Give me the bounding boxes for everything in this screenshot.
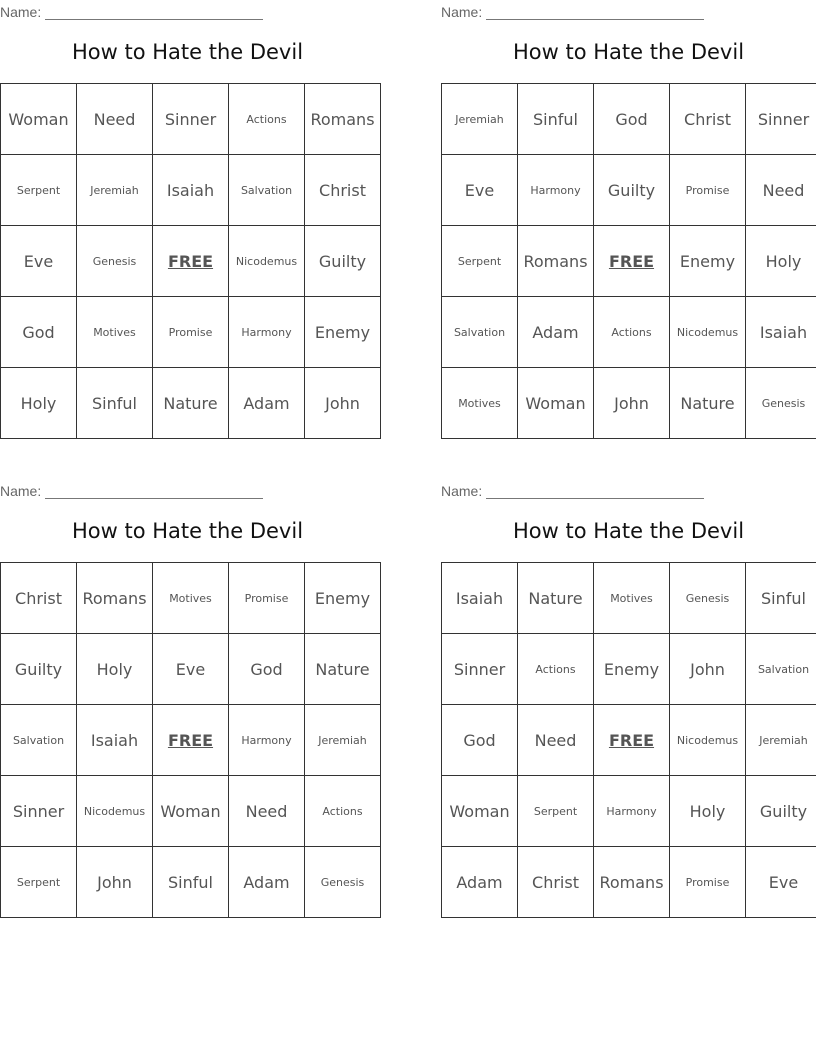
free-space: FREE: [594, 705, 670, 776]
bingo-cell: Salvation: [746, 634, 816, 705]
bingo-row: [442, 226, 816, 297]
bingo-cell: Adam: [442, 847, 518, 918]
bingo-cell: Genesis: [670, 563, 746, 634]
bingo-cell: Eve: [1, 226, 77, 297]
bingo-cell: Harmony: [229, 705, 305, 776]
bingo-cell: Woman: [442, 776, 518, 847]
bingo-cell: Enemy: [305, 297, 381, 368]
bingo-cell: Jeremiah: [746, 705, 816, 776]
name-line: [486, 5, 704, 20]
bingo-cell: Genesis: [746, 368, 816, 439]
bingo-cell: Enemy: [305, 563, 381, 634]
bingo-cell: Promise: [229, 563, 305, 634]
bingo-cell: Motives: [594, 563, 670, 634]
bingo-cell: Nicodemus: [77, 776, 153, 847]
bingo-card-1: [0, 0, 375, 440]
bingo-cell: Isaiah: [153, 155, 229, 226]
bingo-cell: Eve: [746, 847, 816, 918]
name-row: [0, 481, 263, 499]
name-label: Name:: [441, 483, 483, 499]
bingo-row: [442, 563, 816, 634]
bingo-cell: Christ: [670, 84, 746, 155]
bingo-row: [442, 776, 816, 847]
bingo-cell: Serpent: [1, 155, 77, 226]
bingo-cell: Motives: [442, 368, 518, 439]
bingo-cell: Nature: [153, 368, 229, 439]
name-line: [45, 484, 263, 499]
bingo-cell: Sinful: [77, 368, 153, 439]
name-row: [441, 481, 704, 499]
bingo-cell: Holy: [1, 368, 77, 439]
bingo-cell: Genesis: [305, 847, 381, 918]
bingo-cell: Serpent: [442, 226, 518, 297]
bingo-cell: Harmony: [229, 297, 305, 368]
bingo-cell: Jeremiah: [77, 155, 153, 226]
bingo-cell: God: [1, 297, 77, 368]
bingo-cell: Guilty: [305, 226, 381, 297]
bingo-row: [1, 705, 381, 776]
bingo-cell: Need: [746, 155, 816, 226]
bingo-row: [1, 155, 381, 226]
card-title: How to Hate the Devil: [512, 40, 745, 64]
bingo-row: [1, 847, 381, 918]
name-line: [45, 5, 263, 20]
bingo-cell: Promise: [670, 847, 746, 918]
bingo-cell: Romans: [77, 563, 153, 634]
bingo-row: [1, 84, 381, 155]
bingo-cell: Sinner: [153, 84, 229, 155]
bingo-cell: Christ: [1, 563, 77, 634]
bingo-cell: Harmony: [594, 776, 670, 847]
bingo-card-2: [441, 0, 816, 440]
bingo-cell: Isaiah: [442, 563, 518, 634]
bingo-cell: Woman: [518, 368, 594, 439]
bingo-row: [442, 368, 816, 439]
name-line: [486, 484, 704, 499]
bingo-cell: John: [77, 847, 153, 918]
bingo-cell: Nature: [670, 368, 746, 439]
bingo-cell: Nicodemus: [670, 705, 746, 776]
bingo-cell: Motives: [77, 297, 153, 368]
bingo-cell: Need: [229, 776, 305, 847]
name-label: Name:: [0, 483, 42, 499]
name-label: Name:: [441, 4, 483, 20]
bingo-cell: John: [594, 368, 670, 439]
bingo-row: [1, 226, 381, 297]
bingo-cell: God: [442, 705, 518, 776]
bingo-cell: Romans: [305, 84, 381, 155]
bingo-cell: Nature: [305, 634, 381, 705]
bingo-cell: Actions: [518, 634, 594, 705]
bingo-grid: [441, 562, 816, 918]
bingo-grid: [0, 83, 381, 439]
bingo-cell: Romans: [518, 226, 594, 297]
bingo-cell: Serpent: [1, 847, 77, 918]
bingo-cell: Isaiah: [77, 705, 153, 776]
bingo-row: [442, 705, 816, 776]
bingo-cell: God: [594, 84, 670, 155]
bingo-cell: Nicodemus: [229, 226, 305, 297]
bingo-cell: Adam: [518, 297, 594, 368]
bingo-cell: Guilty: [746, 776, 816, 847]
bingo-grid: [441, 83, 816, 439]
bingo-cell: Need: [518, 705, 594, 776]
name-row: [0, 2, 263, 20]
bingo-cell: Harmony: [518, 155, 594, 226]
bingo-cell: Jeremiah: [305, 705, 381, 776]
bingo-row: [442, 84, 816, 155]
bingo-cell: Need: [77, 84, 153, 155]
bingo-row: [1, 563, 381, 634]
bingo-cell: Holy: [746, 226, 816, 297]
bingo-cell: Genesis: [77, 226, 153, 297]
name-row: [441, 2, 704, 20]
bingo-cell: Guilty: [1, 634, 77, 705]
card-title: How to Hate the Devil: [71, 519, 304, 543]
bingo-cell: Actions: [305, 776, 381, 847]
bingo-row: [1, 368, 381, 439]
bingo-cell: Sinner: [1, 776, 77, 847]
free-space: FREE: [594, 226, 670, 297]
card-title: How to Hate the Devil: [71, 40, 304, 64]
bingo-card-3: [0, 479, 375, 919]
bingo-cell: Salvation: [442, 297, 518, 368]
bingo-row: [1, 297, 381, 368]
bingo-cell: Adam: [229, 847, 305, 918]
bingo-cell: Enemy: [594, 634, 670, 705]
bingo-card-4: [441, 479, 816, 919]
bingo-cell: Serpent: [518, 776, 594, 847]
bingo-cell: Actions: [229, 84, 305, 155]
bingo-row: [1, 634, 381, 705]
bingo-row: [442, 634, 816, 705]
bingo-cell: Motives: [153, 563, 229, 634]
bingo-cell: Woman: [153, 776, 229, 847]
bingo-cell: Woman: [1, 84, 77, 155]
bingo-cell: John: [670, 634, 746, 705]
bingo-cell: Salvation: [229, 155, 305, 226]
bingo-cell: Enemy: [670, 226, 746, 297]
bingo-cell: Christ: [518, 847, 594, 918]
bingo-cell: Nicodemus: [670, 297, 746, 368]
bingo-cell: Actions: [594, 297, 670, 368]
bingo-cell: Isaiah: [746, 297, 816, 368]
bingo-cell: Sinful: [746, 563, 816, 634]
bingo-row: [442, 155, 816, 226]
bingo-cell: Eve: [153, 634, 229, 705]
bingo-cell: Romans: [594, 847, 670, 918]
bingo-cell: Promise: [670, 155, 746, 226]
bingo-cell: Adam: [229, 368, 305, 439]
bingo-cell: Sinner: [746, 84, 816, 155]
bingo-cell: Jeremiah: [442, 84, 518, 155]
bingo-cell: Christ: [305, 155, 381, 226]
bingo-row: [1, 776, 381, 847]
bingo-cell: Promise: [153, 297, 229, 368]
bingo-cell: John: [305, 368, 381, 439]
bingo-cell: Guilty: [594, 155, 670, 226]
bingo-cell: Salvation: [1, 705, 77, 776]
bingo-cell: Sinful: [153, 847, 229, 918]
name-label: Name:: [0, 4, 42, 20]
bingo-row: [442, 847, 816, 918]
bingo-cell: Holy: [77, 634, 153, 705]
free-space: FREE: [153, 226, 229, 297]
bingo-cell: Sinner: [442, 634, 518, 705]
bingo-cell: Nature: [518, 563, 594, 634]
free-space: FREE: [153, 705, 229, 776]
card-title: How to Hate the Devil: [512, 519, 745, 543]
bingo-cell: Sinful: [518, 84, 594, 155]
bingo-row: [442, 297, 816, 368]
bingo-cell: Eve: [442, 155, 518, 226]
bingo-cell: God: [229, 634, 305, 705]
bingo-grid: [0, 562, 381, 918]
bingo-cell: Holy: [670, 776, 746, 847]
